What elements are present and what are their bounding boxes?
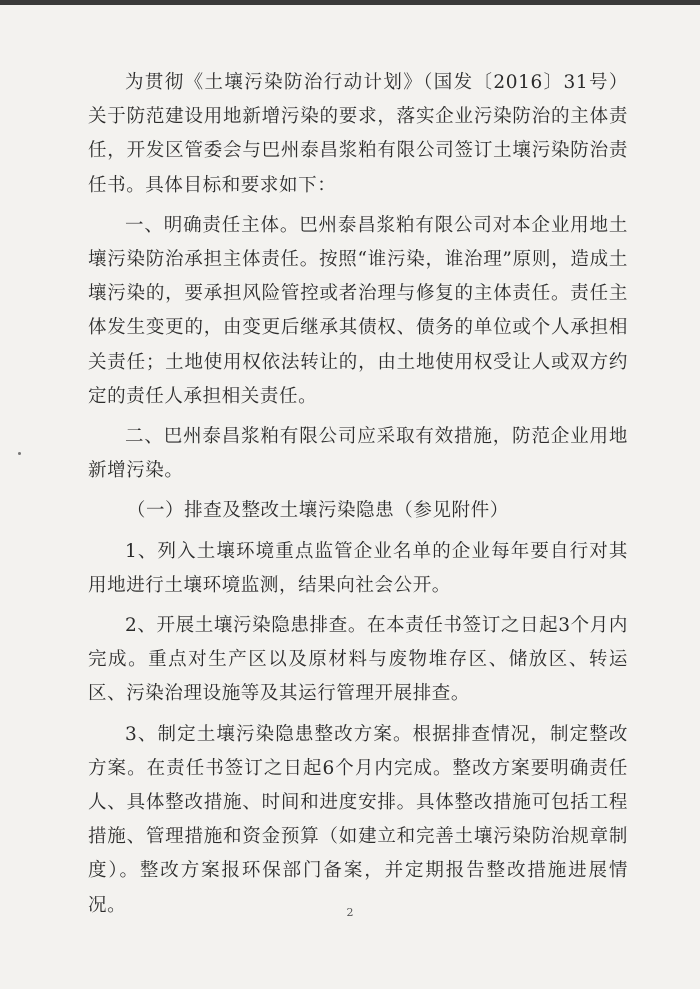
margin-dot [18, 452, 21, 455]
clause-2-paragraph: 二、巴州泰昌浆粕有限公司应采取有效措施，防范企业用地新增污染。 [88, 426, 628, 482]
page-number: 2 [346, 906, 354, 919]
clause-1-paragraph: 一、明确责任主体。巴州泰昌浆粕有限公司对本企业用地土壤污染防治承担主体责任。按照“谁污染，谁治理”原则，造成土壤污染的，要承担风险管控或者治理与修复的主体责任。责任主体发生变更的，由变更后继承其债权、债务的单位或个人承担相关责任；土地使用权依法转让的，由土地使用权受让人或双方约定的责任人承担相关责任。 [88, 214, 628, 407]
scan-top-edge [0, 0, 700, 5]
subsection-heading: （一）排查及整改土壤污染隐患（参见附件） [126, 500, 509, 522]
item-1-paragraph: 1、列入土壤环境重点监管企业名单的企业每年要自行对其用地进行土壤环境监测，结果向社会公开。 [88, 540, 628, 596]
document-body [88, 66, 628, 923]
item-3-paragraph: 3、制定土壤污染隐患整改方案。根据排查情况，制定整改方案。在责任书签订之日起6个月内完成。整改方案要明确责任人、具体整改措施、时间和进度安排。具体整改措施可包括工程措施、管理措施和资金预算（如建立和完善土壤污染防治规章制度）。整改方案报环保部门备案，并定期报告整改措施进展情况。 [88, 723, 628, 916]
item-2-paragraph: 2、开展土壤污染隐患排查。在本责任书签订之日起3个月内完成。重点对生产区以及原材料与废物堆存区、储放区、转运区、污染治理设施等及其运行管理开展排查。 [88, 615, 628, 705]
intro-paragraph: 为贯彻《土壤污染防治行动计划》（国发〔2016〕31号）关于防范建设用地新增污染的要求，落实企业污染防治的主体责任，开发区管委会与巴州泰昌浆粕有限公司签订土壤污染防治责任书。具体目标和要求如下： [88, 72, 628, 196]
